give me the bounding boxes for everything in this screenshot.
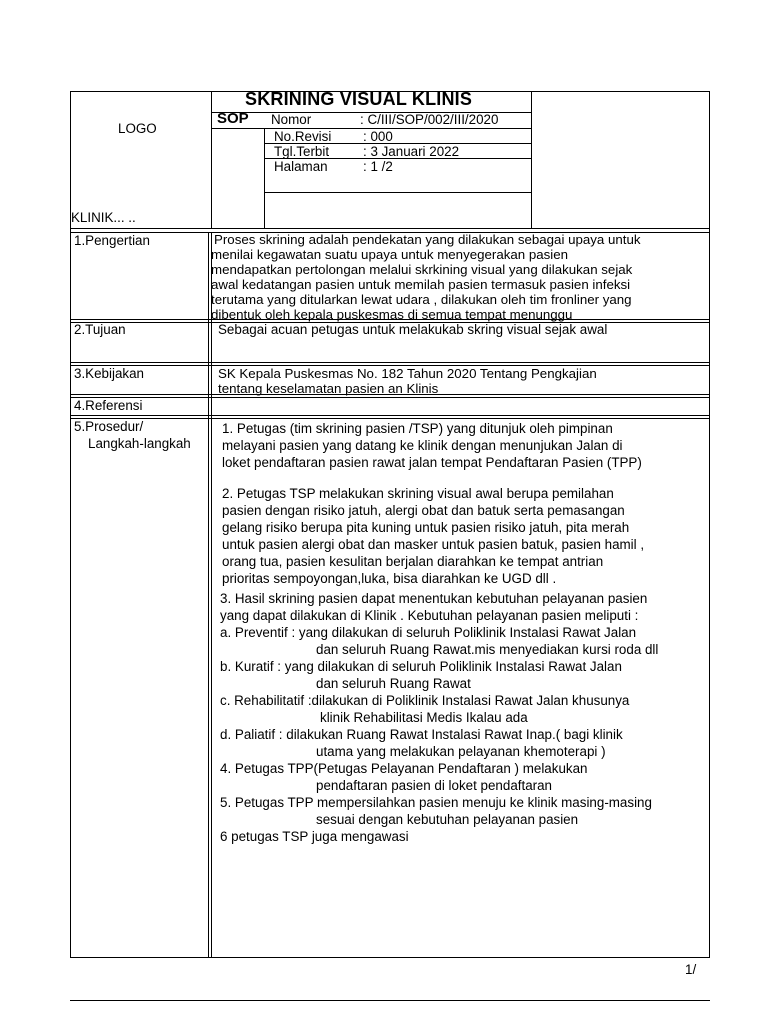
tujuan-text: Sebagai acuan petugas untuk melakukab skring visual sejak awal bbox=[218, 322, 608, 337]
page-number: 1/ bbox=[685, 962, 697, 977]
list-item: d. Paliatif : dilakukan Ruang Rawat Instalasi Rawat Inap.( bagi klinik bbox=[220, 727, 623, 742]
klinik-name: KLINIK... .. bbox=[71, 210, 136, 225]
section-label-prosedur: 5.Prosedur/ bbox=[74, 419, 144, 434]
text-line: 2. Petugas TSP melakukan skrining visual awal berupa pemilahan bbox=[222, 486, 614, 501]
text-line: yang dapat dilakukan di Klinik . Kebutuhan pelayanan pasien meliputi : bbox=[220, 608, 639, 623]
meta-label-halaman: Halaman bbox=[274, 159, 328, 174]
divider bbox=[208, 232, 209, 958]
prosedur-step-2 bbox=[222, 485, 644, 587]
text-line: awal kedatangan pasien untuk memilah pasien termasuk pasien infeksi bbox=[211, 277, 631, 292]
text-line: untuk pasien alergi obat dan masker untuk pasien batuk, pasien hamil , bbox=[222, 537, 645, 552]
divider bbox=[70, 228, 710, 229]
kebijakan-text bbox=[218, 366, 597, 396]
text-line: orang tua, pasien kesulitan berjalan diarahkan ke tempat antrian bbox=[222, 554, 604, 569]
list-item: 4. Petugas TPP(Petugas Pelayanan Pendaftaran ) melakukan bbox=[220, 761, 588, 776]
list-item: c. Rehabilitatif :dilakukan di Poliklinik Instalasi Rawat Jalan khusunya bbox=[220, 693, 630, 708]
pengertian-text bbox=[211, 232, 641, 322]
section-label-pengertian: 1.Pengertian bbox=[74, 233, 150, 248]
meta-label-nomor: Nomor bbox=[271, 112, 312, 127]
divider bbox=[70, 418, 710, 419]
text-line: SK Kepala Puskesmas No. 182 Tahun 2020 Tentang Pengkajian bbox=[218, 366, 597, 381]
text-line: prioritas sempoyongan,luka, bisa diarahkan ke UGD dll . bbox=[222, 571, 557, 586]
divider bbox=[70, 957, 710, 958]
meta-value-halaman: : 1 /2 bbox=[363, 159, 393, 174]
text-line: menilai kegawatan suatu upaya untuk menyegerakan pasien bbox=[211, 247, 569, 262]
meta-value-nomor: : C/III/SOP/002/III/2020 bbox=[360, 112, 499, 127]
list-item-continuation: dan seluruh Ruang Rawat bbox=[316, 676, 471, 691]
text-line: tentang keselamatan pasien an Klinis bbox=[218, 381, 439, 396]
meta-value-revisi: : 000 bbox=[363, 129, 393, 144]
meta-label-terbit: Tgl.Terbit bbox=[274, 144, 330, 159]
divider bbox=[70, 415, 710, 416]
text-line: terutama yang ditularkan lewat udara , dilakukan oleh tim fronliner yang bbox=[211, 292, 632, 307]
divider bbox=[70, 362, 710, 363]
divider bbox=[70, 397, 710, 398]
text-line: mendapatkan pertolongan melalui skrkining visual yang dilakukan sejak bbox=[211, 262, 633, 277]
list-item-continuation: pendaftaran pasien di loket pendaftaran bbox=[316, 778, 553, 793]
text-line: pasien dengan risiko jatuh, alergi obat dan batuk serta pemasangan bbox=[222, 503, 625, 518]
divider bbox=[211, 232, 212, 958]
divider bbox=[264, 192, 532, 193]
text-line: loket pendaftaran pasien rawat jalan tempat Pendaftaran Pasien (TPP) bbox=[222, 455, 642, 470]
footer-rule bbox=[70, 1000, 710, 1001]
meta-label-revisi: No.Revisi bbox=[274, 129, 332, 144]
section-label-referensi: 4.Referensi bbox=[74, 398, 143, 413]
section-label-langkah: Langkah-langkah bbox=[88, 436, 191, 451]
prosedur-items bbox=[220, 624, 658, 845]
section-label-kebijakan: 3.Kebijakan bbox=[74, 366, 144, 381]
list-item: b. Kuratif : yang dilakukan di seluruh Poliklinik Instalasi Rawat Jalan bbox=[220, 659, 622, 674]
logo-placeholder: LOGO bbox=[118, 121, 157, 136]
list-item-continuation: sesuai dengan kebutuhan pelayanan pasien bbox=[316, 812, 579, 827]
list-item: a. Preventif : yang dilakukan di seluruh Poliklinik Instalasi Rawat Jalan bbox=[220, 625, 637, 640]
text-line: 1. Petugas (tim skrining pasien /TSP) yang ditunjuk oleh pimpinan bbox=[222, 421, 613, 436]
divider bbox=[709, 91, 710, 958]
text-line: gelang risiko berupa pita kuning untuk pasien risiko jatuh, pita merah bbox=[222, 520, 630, 535]
list-item: 6 petugas TSP juga mengawasi bbox=[220, 829, 409, 844]
document-title: SKRINING VISUAL KLINIS bbox=[245, 89, 473, 109]
sop-label: SOP bbox=[217, 110, 249, 127]
prosedur-step-1 bbox=[222, 420, 642, 471]
text-line: Proses skrining adalah pendekatan yang dilakukan sebagai upaya untuk bbox=[214, 232, 641, 247]
text-line: melayani pasien yang datang ke klinik dengan menunjukan Jalan di bbox=[222, 438, 623, 453]
list-item-continuation: klinik Rehabilitasi Medis Ikalau ada bbox=[320, 710, 528, 725]
text-line: 3. Hasil skrining pasien dapat menentukan kebutuhan pelayanan pasien bbox=[220, 591, 648, 606]
prosedur-step-3 bbox=[220, 590, 647, 624]
text-line: dibentuk oleh kepala puskesmas di semua tempat menunggu bbox=[211, 307, 573, 322]
meta-value-terbit: : 3 Januari 2022 bbox=[363, 144, 460, 159]
list-item-continuation: dan seluruh Ruang Rawat.mis menyediakan kursi roda dll bbox=[316, 642, 659, 657]
section-label-tujuan: 2.Tujuan bbox=[74, 322, 126, 337]
list-item: 5. Petugas TPP mempersilahkan pasien menuju ke klinik masing-masing bbox=[220, 795, 652, 810]
list-item-continuation: utama yang melakukan pelayanan khemoterapi ) bbox=[316, 744, 606, 759]
